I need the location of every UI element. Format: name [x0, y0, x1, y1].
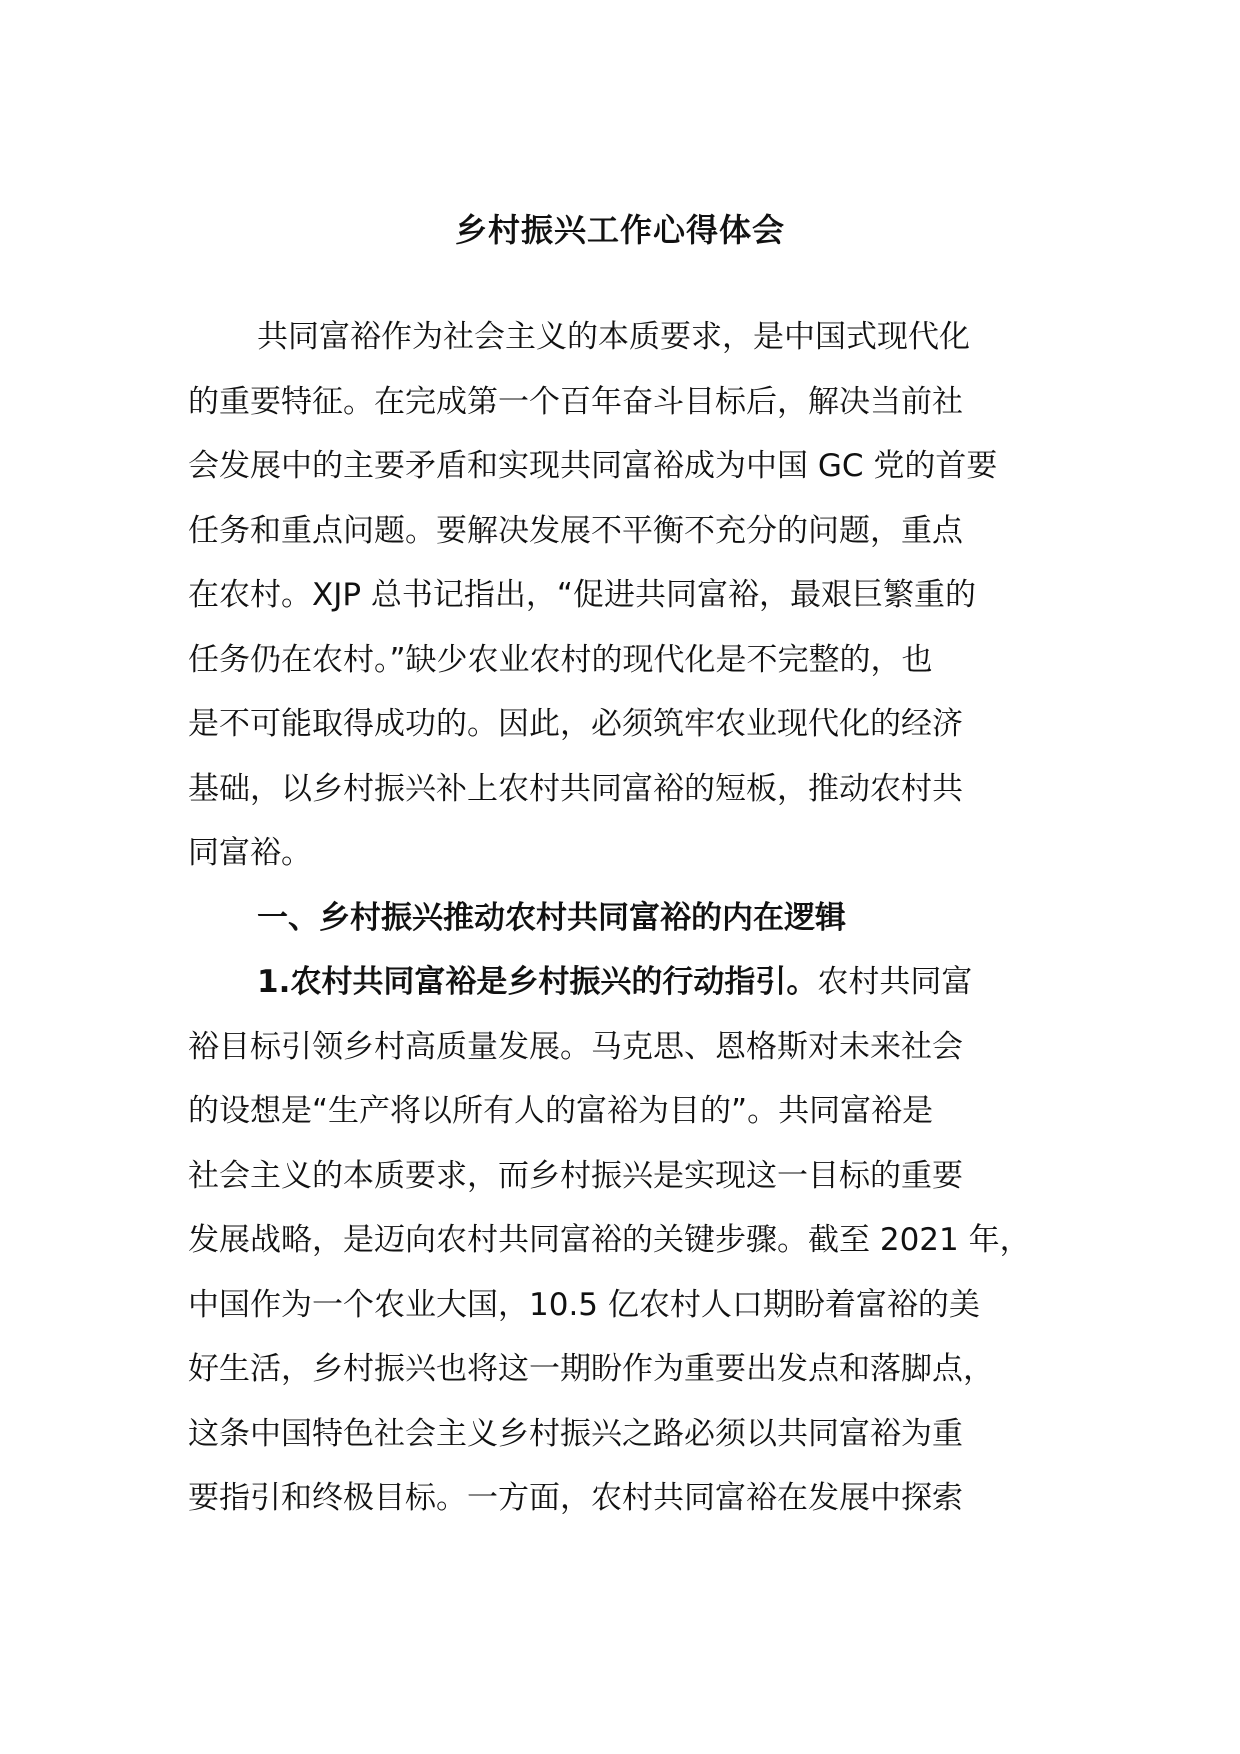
- paragraph-line: 任务仍在农村。”缺少农业农村的现代化是不完整的，也: [188, 641, 933, 678]
- paragraph-line: 发展战略，是迈向农村共同富裕的关键步骤。截至 2021 年，: [188, 1222, 1031, 1258]
- paragraph-line: 基础，以乡村振兴补上农村共同富裕的短板，推动农村共: [188, 770, 963, 807]
- paragraph-line: 在农村。XJP 总书记指出，“促进共同富裕，最艰巨繁重的: [188, 577, 976, 613]
- paragraph-line: 同富裕。: [188, 835, 312, 871]
- subsection-heading: 1.农村共同富裕是乡村振兴的行动指引。: [257, 964, 818, 1000]
- section-heading: 一、乡村振兴推动农村共同富裕的内在逻辑: [257, 899, 846, 936]
- subsection-text: 农村共同富: [817, 964, 973, 1000]
- subsection-first-line: [188, 950, 1088, 1015]
- document-body: [188, 305, 1088, 1531]
- paragraph-line: 裕目标引领乡村高质量发展。马克思、恩格斯对未来社会: [188, 1028, 963, 1065]
- paragraph-line: 是不可能取得成功的。因此，必须筑牢农业现代化的经济: [188, 706, 963, 742]
- paragraph-line: 共同富裕作为社会主义的本质要求，是中国式现代化: [257, 319, 970, 355]
- paragraph-line: 中国作为一个农业大国，10.5 亿农村人口期盼着富裕的美: [188, 1286, 980, 1323]
- paragraph-line: 要指引和终极目标。一方面，农村共同富裕在发展中探索: [188, 1480, 963, 1516]
- paragraph-line: 的重要特征。在完成第一个百年奋斗目标后，解决当前社: [188, 383, 963, 420]
- paragraph-line: 这条中国特色社会主义乡村振兴之路必须以共同富裕为重: [188, 1415, 963, 1452]
- paragraph-line: 会发展中的主要矛盾和实现共同富裕成为中国 GC 党的首要: [188, 448, 998, 484]
- paragraph-line: 社会主义的本质要求，而乡村振兴是实现这一目标的重要: [188, 1157, 963, 1194]
- paragraph-line: 任务和重点问题。要解决发展不平衡不充分的问题，重点: [188, 512, 963, 549]
- paragraph-line: 好生活，乡村振兴也将这一期盼作为重要出发点和落脚点，: [188, 1351, 994, 1387]
- document-title: 乡村振兴工作心得体会: [454, 211, 785, 249]
- paragraph-line: 的设想是“生产将以所有人的富裕为目的”。共同富裕是: [188, 1093, 934, 1129]
